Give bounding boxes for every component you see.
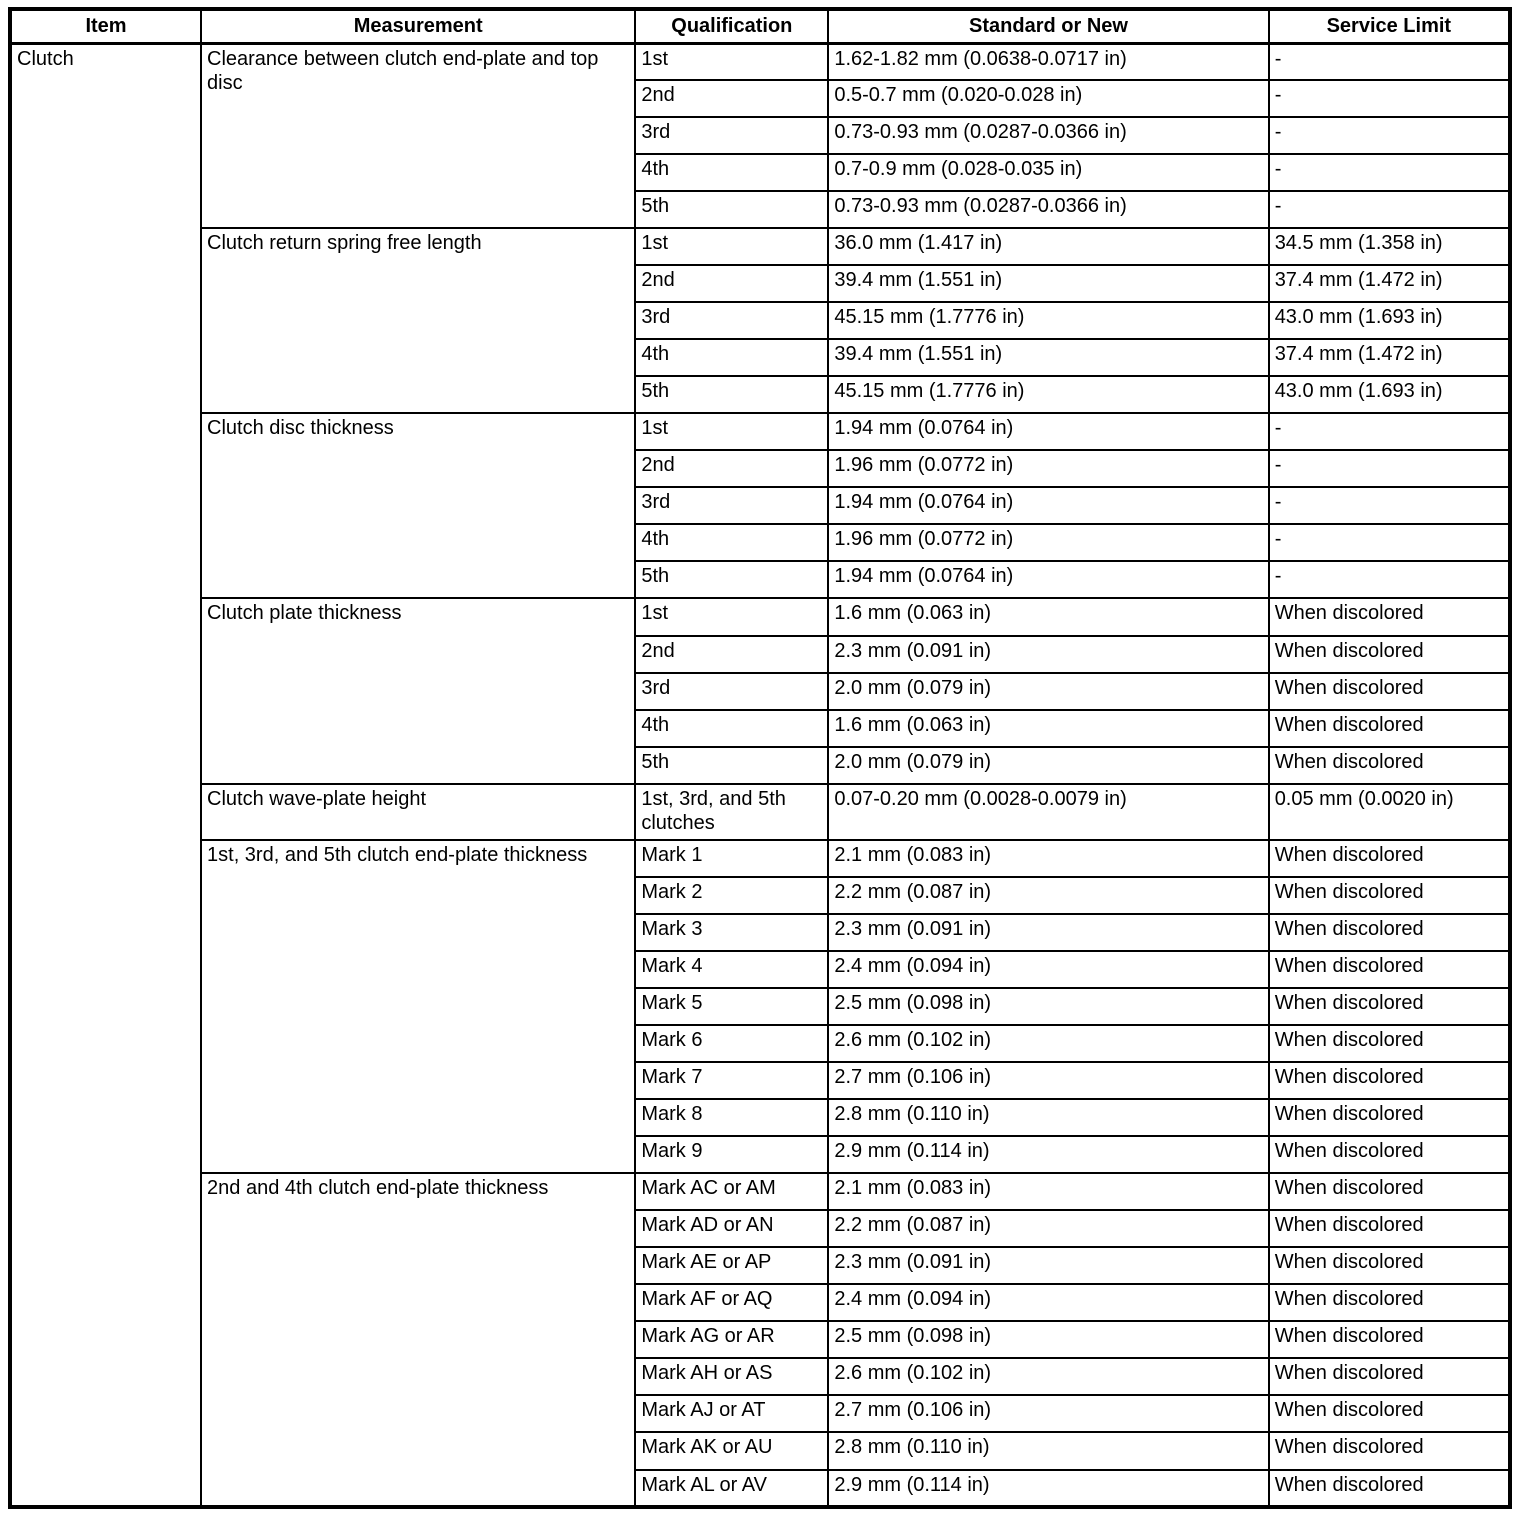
qualification-cell: Mark AC or AM bbox=[635, 1173, 828, 1210]
standard-cell: 2.6 mm (0.102 in) bbox=[828, 1358, 1268, 1395]
qualification-cell: 3rd bbox=[635, 487, 828, 524]
service-limit-cell: When discolored bbox=[1269, 1321, 1510, 1358]
standard-cell: 2.9 mm (0.114 in) bbox=[828, 1470, 1268, 1507]
standard-cell: 2.3 mm (0.091 in) bbox=[828, 1247, 1268, 1284]
service-limit-cell: - bbox=[1269, 413, 1510, 450]
standard-cell: 2.6 mm (0.102 in) bbox=[828, 1025, 1268, 1062]
service-limit-cell: When discolored bbox=[1269, 598, 1510, 635]
measurement-cell: 1st, 3rd, and 5th clutch end-plate thickness bbox=[201, 840, 635, 1173]
service-limit-cell: - bbox=[1269, 450, 1510, 487]
qualification-cell: Mark 6 bbox=[635, 1025, 828, 1062]
table-row bbox=[10, 598, 1510, 635]
standard-cell: 0.7-0.9 mm (0.028-0.035 in) bbox=[828, 154, 1268, 191]
standard-cell: 1.94 mm (0.0764 in) bbox=[828, 561, 1268, 598]
qualification-cell: Mark 3 bbox=[635, 914, 828, 951]
service-limit-cell: 43.0 mm (1.693 in) bbox=[1269, 302, 1510, 339]
spec-table-body bbox=[10, 43, 1510, 1507]
qualification-cell: 1st bbox=[635, 43, 828, 80]
qualification-cell: Mark AJ or AT bbox=[635, 1395, 828, 1432]
service-limit-cell: When discolored bbox=[1269, 747, 1510, 784]
service-limit-cell: 43.0 mm (1.693 in) bbox=[1269, 376, 1510, 413]
standard-cell: 2.2 mm (0.087 in) bbox=[828, 1210, 1268, 1247]
standard-cell: 0.07-0.20 mm (0.0028-0.0079 in) bbox=[828, 784, 1268, 840]
service-limit-cell: When discolored bbox=[1269, 1025, 1510, 1062]
service-limit-cell: - bbox=[1269, 561, 1510, 598]
service-limit-cell: When discolored bbox=[1269, 636, 1510, 673]
standard-cell: 0.5-0.7 mm (0.020-0.028 in) bbox=[828, 80, 1268, 117]
standard-cell: 2.8 mm (0.110 in) bbox=[828, 1099, 1268, 1136]
service-limit-cell: When discolored bbox=[1269, 1136, 1510, 1173]
qualification-cell: 2nd bbox=[635, 450, 828, 487]
standard-cell: 2.2 mm (0.087 in) bbox=[828, 877, 1268, 914]
service-limit-cell: When discolored bbox=[1269, 1173, 1510, 1210]
qualification-cell: 5th bbox=[635, 376, 828, 413]
standard-cell: 2.4 mm (0.094 in) bbox=[828, 1284, 1268, 1321]
qualification-cell: 2nd bbox=[635, 80, 828, 117]
qualification-cell: 5th bbox=[635, 191, 828, 228]
qualification-cell: 4th bbox=[635, 154, 828, 191]
standard-cell: 1.6 mm (0.063 in) bbox=[828, 710, 1268, 747]
service-limit-cell: - bbox=[1269, 80, 1510, 117]
standard-cell: 2.3 mm (0.091 in) bbox=[828, 636, 1268, 673]
qualification-cell: 4th bbox=[635, 710, 828, 747]
standard-cell: 36.0 mm (1.417 in) bbox=[828, 228, 1268, 265]
standard-cell: 1.6 mm (0.063 in) bbox=[828, 598, 1268, 635]
standard-cell: 45.15 mm (1.7776 in) bbox=[828, 302, 1268, 339]
qualification-cell: 5th bbox=[635, 747, 828, 784]
qualification-cell: Mark 7 bbox=[635, 1062, 828, 1099]
qualification-cell: Mark AH or AS bbox=[635, 1358, 828, 1395]
standard-cell: 1.96 mm (0.0772 in) bbox=[828, 450, 1268, 487]
qualification-cell: 4th bbox=[635, 524, 828, 561]
standard-cell: 1.94 mm (0.0764 in) bbox=[828, 487, 1268, 524]
standard-cell: 2.1 mm (0.083 in) bbox=[828, 1173, 1268, 1210]
qualification-cell: 1st bbox=[635, 598, 828, 635]
service-limit-cell: When discolored bbox=[1269, 914, 1510, 951]
standard-cell: 1.96 mm (0.0772 in) bbox=[828, 524, 1268, 561]
table-row bbox=[10, 784, 1510, 840]
service-limit-cell: When discolored bbox=[1269, 1395, 1510, 1432]
qualification-cell: Mark AK or AU bbox=[635, 1432, 828, 1469]
qualification-cell: Mark 1 bbox=[635, 840, 828, 877]
service-limit-cell: 37.4 mm (1.472 in) bbox=[1269, 265, 1510, 302]
table-header bbox=[10, 9, 1510, 43]
item-cell: Clutch bbox=[10, 43, 201, 1507]
service-limit-cell: - bbox=[1269, 487, 1510, 524]
measurement-cell: Clutch wave-plate height bbox=[201, 784, 635, 840]
standard-cell: 2.5 mm (0.098 in) bbox=[828, 988, 1268, 1025]
service-limit-cell: - bbox=[1269, 154, 1510, 191]
service-limit-cell: When discolored bbox=[1269, 1062, 1510, 1099]
service-limit-cell: When discolored bbox=[1269, 1432, 1510, 1469]
service-limit-cell: When discolored bbox=[1269, 951, 1510, 988]
service-limit-cell: When discolored bbox=[1269, 1099, 1510, 1136]
measurement-cell: Clearance between clutch end-plate and top disc bbox=[201, 43, 635, 228]
service-limit-cell: 37.4 mm (1.472 in) bbox=[1269, 339, 1510, 376]
measurement-cell: Clutch return spring free length bbox=[201, 228, 635, 413]
header-measurement: Measurement bbox=[201, 9, 635, 43]
service-limit-cell: When discolored bbox=[1269, 1247, 1510, 1284]
standard-cell: 2.8 mm (0.110 in) bbox=[828, 1432, 1268, 1469]
header-qualification: Qualification bbox=[635, 9, 828, 43]
standard-cell: 2.5 mm (0.098 in) bbox=[828, 1321, 1268, 1358]
table-row bbox=[10, 1173, 1510, 1210]
service-limit-cell: 0.05 mm (0.0020 in) bbox=[1269, 784, 1510, 840]
standard-cell: 1.94 mm (0.0764 in) bbox=[828, 413, 1268, 450]
standard-cell: 2.1 mm (0.083 in) bbox=[828, 840, 1268, 877]
header-standard-or-new: Standard or New bbox=[828, 9, 1268, 43]
service-limit-cell: When discolored bbox=[1269, 988, 1510, 1025]
qualification-cell: 3rd bbox=[635, 673, 828, 710]
table-row bbox=[10, 228, 1510, 265]
clutch-spec-table bbox=[8, 7, 1512, 1509]
standard-cell: 2.0 mm (0.079 in) bbox=[828, 673, 1268, 710]
header-service-limit: Service Limit bbox=[1269, 9, 1510, 43]
qualification-cell: Mark AF or AQ bbox=[635, 1284, 828, 1321]
service-limit-cell: - bbox=[1269, 43, 1510, 80]
service-limit-cell: When discolored bbox=[1269, 710, 1510, 747]
qualification-cell: 1st bbox=[635, 228, 828, 265]
header-item: Item bbox=[10, 9, 201, 43]
service-limit-cell: When discolored bbox=[1269, 673, 1510, 710]
standard-cell: 2.4 mm (0.094 in) bbox=[828, 951, 1268, 988]
service-limit-cell: - bbox=[1269, 117, 1510, 154]
standard-cell: 2.3 mm (0.091 in) bbox=[828, 914, 1268, 951]
qualification-cell: Mark AL or AV bbox=[635, 1470, 828, 1507]
qualification-cell: Mark 2 bbox=[635, 877, 828, 914]
standard-cell: 2.9 mm (0.114 in) bbox=[828, 1136, 1268, 1173]
qualification-cell: Mark 4 bbox=[635, 951, 828, 988]
table-row bbox=[10, 413, 1510, 450]
service-limit-cell: When discolored bbox=[1269, 840, 1510, 877]
measurement-cell: Clutch disc thickness bbox=[201, 413, 635, 598]
service-limit-cell: When discolored bbox=[1269, 1358, 1510, 1395]
standard-cell: 2.0 mm (0.079 in) bbox=[828, 747, 1268, 784]
service-limit-cell: - bbox=[1269, 191, 1510, 228]
qualification-cell: Mark 9 bbox=[635, 1136, 828, 1173]
qualification-cell: Mark AG or AR bbox=[635, 1321, 828, 1358]
standard-cell: 2.7 mm (0.106 in) bbox=[828, 1395, 1268, 1432]
service-limit-cell: - bbox=[1269, 524, 1510, 561]
table-row bbox=[10, 43, 1510, 80]
standard-cell: 2.7 mm (0.106 in) bbox=[828, 1062, 1268, 1099]
qualification-cell: 1st bbox=[635, 413, 828, 450]
qualification-cell: 3rd bbox=[635, 302, 828, 339]
qualification-cell: 5th bbox=[635, 561, 828, 598]
qualification-cell: 4th bbox=[635, 339, 828, 376]
header-row bbox=[10, 9, 1510, 43]
standard-cell: 45.15 mm (1.7776 in) bbox=[828, 376, 1268, 413]
qualification-cell: 1st, 3rd, and 5th clutches bbox=[635, 784, 828, 840]
service-limit-cell: When discolored bbox=[1269, 877, 1510, 914]
service-limit-cell: When discolored bbox=[1269, 1284, 1510, 1321]
table-row bbox=[10, 840, 1510, 877]
qualification-cell: 2nd bbox=[635, 636, 828, 673]
qualification-cell: Mark AD or AN bbox=[635, 1210, 828, 1247]
standard-cell: 0.73-0.93 mm (0.0287-0.0366 in) bbox=[828, 191, 1268, 228]
qualification-cell: Mark AE or AP bbox=[635, 1247, 828, 1284]
measurement-cell: Clutch plate thickness bbox=[201, 598, 635, 783]
standard-cell: 39.4 mm (1.551 in) bbox=[828, 265, 1268, 302]
standard-cell: 0.73-0.93 mm (0.0287-0.0366 in) bbox=[828, 117, 1268, 154]
standard-cell: 1.62-1.82 mm (0.0638-0.0717 in) bbox=[828, 43, 1268, 80]
measurement-cell: 2nd and 4th clutch end-plate thickness bbox=[201, 1173, 635, 1507]
service-limit-cell: 34.5 mm (1.358 in) bbox=[1269, 228, 1510, 265]
qualification-cell: Mark 5 bbox=[635, 988, 828, 1025]
qualification-cell: 3rd bbox=[635, 117, 828, 154]
qualification-cell: Mark 8 bbox=[635, 1099, 828, 1136]
standard-cell: 39.4 mm (1.551 in) bbox=[828, 339, 1268, 376]
service-limit-cell: When discolored bbox=[1269, 1470, 1510, 1507]
service-limit-cell: When discolored bbox=[1269, 1210, 1510, 1247]
qualification-cell: 2nd bbox=[635, 265, 828, 302]
